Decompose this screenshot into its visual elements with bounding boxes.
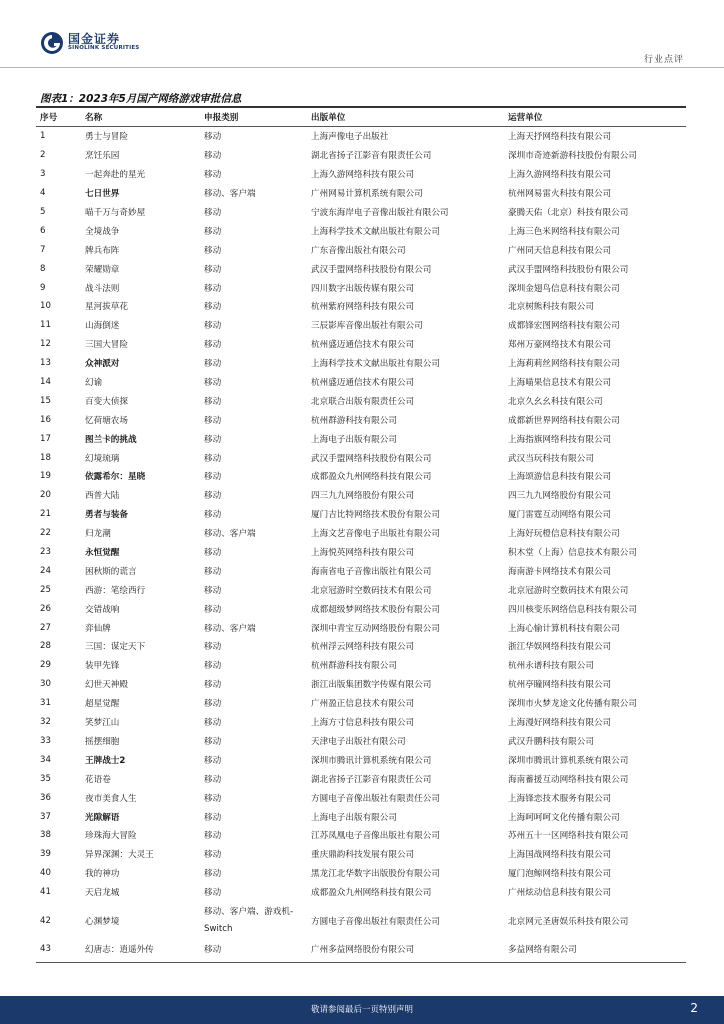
header-divider [0,67,724,68]
table-row [36,505,686,524]
report-type-label: 行业点评 [643,55,684,65]
cell-publisher: 杭州盛迈通信技术有限公司 [311,340,415,351]
cell-publisher: 广州盈正信息技术有限公司 [311,699,415,710]
cell-no: 40 [40,868,51,879]
logo-text-cn: 国金证券 [68,32,121,46]
cell-no: 33 [40,735,51,746]
cell-publisher: 厦门吉比特网络技术股份有限公司 [311,510,440,521]
cell-category: 移动 [204,208,222,218]
table-row [36,373,686,392]
table-row [36,788,686,807]
cell-operator: 上海好玩橙信息科技有限公司 [508,529,620,540]
sinolink-logo-icon [40,31,64,55]
cell-publisher: 上海科学技术文献出版社有限公司 [311,226,440,237]
cell-publisher: 上海电子出版有限公司 [311,434,397,445]
cell-publisher: 海南省电子音像出版社有限公司 [311,566,432,577]
cell-publisher: 深圳中青宝互动网络股份有限公司 [311,623,440,634]
cell-operator: 北京网元圣唐娱乐科技有限公司 [508,916,629,927]
cell-category: 移动、客户端 [204,529,256,540]
figure-caption: 图表1：2023年5月国产网络游戏审批信息 [40,93,242,105]
table-row [36,618,686,637]
cell-no: 38 [40,830,51,841]
table-row [36,297,686,316]
table-row [36,599,686,618]
cell-publisher: 上海文艺音像电子出版社有限公司 [311,529,440,540]
cell-name: 幻世天神殿 [85,680,128,691]
cell-no: 1 [40,131,46,142]
cell-category: 移动 [204,226,222,237]
cell-category: 移动 [204,302,222,313]
table-row [36,165,686,184]
table-row [36,543,686,562]
column-header-operator: 运营单位 [504,108,686,127]
cell-name: 一起奔赴的星光 [85,170,146,181]
cell-name: 光隙解语 [85,812,120,823]
cell-name: 依露希尔：星晓 [85,472,146,483]
cell-publisher: 三辰影库音像出版社有限公司 [311,321,423,332]
cell-name: 天启龙城 [85,888,120,899]
cell-name: 夜市美食人生 [85,793,137,804]
cell-publisher: 江苏凤凰电子音像出版社有限公司 [311,831,440,842]
cell-category: 移动 [204,548,222,559]
cell-publisher: 武汉手盟网络科技股份有限公司 [311,453,432,464]
table-row [36,240,686,259]
cell-no: 34 [40,754,51,765]
cell-operator: 厦门泡鲸网络科技有限公司 [508,869,612,880]
cell-category: 移动 [204,774,222,785]
cell-operator: 上海喵果信息技术有限公司 [508,378,612,389]
cell-no: 19 [40,471,51,482]
cell-no: 20 [40,490,51,501]
cell-category: 移动 [204,661,222,672]
cell-no: 23 [40,547,51,558]
cell-name: 西游：笔绘西行 [85,585,146,596]
cell-no: 8 [40,263,46,274]
cell-name: 三国大冒险 [85,340,128,351]
cell-no: 26 [40,603,51,614]
cell-category: 移动 [204,264,222,275]
cell-operator: 杭州永谱科技有限公司 [508,661,594,672]
cell-operator: 厦门雷霆互动网络有限公司 [508,510,612,521]
cell-name: 星河拔草花 [85,302,128,313]
cell-operator: 苏州五十一区网络科技有限公司 [508,831,629,842]
cell-category: 移动、客户端 [204,623,256,634]
cell-publisher: 重庆鼎韵科技发展有限公司 [311,850,415,861]
table-row [36,278,686,297]
cell-no: 16 [40,414,51,425]
cell-operator: 深圳市腾讯计算机系统有限公司 [508,755,629,766]
cell-operator: 上海指旗网络科技有限公司 [508,434,612,445]
table-row [36,769,686,788]
cell-category: 移动 [204,869,222,880]
cell-category: 移动 [204,718,222,729]
cell-no: 35 [40,773,51,784]
cell-publisher: 杭州群游科技有限公司 [311,415,397,426]
table-row [36,354,686,373]
column-header-no: 序号 [36,108,81,127]
cell-name: 喵千万与奇妙屋 [85,208,146,218]
cell-category: 移动 [204,642,222,653]
cell-name: 烹饪乐园 [85,151,120,162]
cell-category: 移动 [204,321,222,332]
cell-category: 移动 [204,793,222,804]
cell-operator: 深圳金翅鸟信息科技有限公司 [508,283,620,294]
column-header-publisher: 出版单位 [307,108,504,127]
cell-no: 24 [40,565,51,576]
cell-category: 移动 [204,472,222,483]
cell-publisher: 杭州紫府网络科技有限公司 [311,302,415,313]
cell-operator: 上海天抒网络科技有限公司 [508,132,612,143]
cell-name: 图兰卡的挑战 [85,434,137,445]
column-header-name: 名称 [81,108,200,127]
table-body [36,127,686,959]
table-bottom-rule [36,962,686,963]
table-row [36,410,686,429]
cell-no: 18 [40,452,51,463]
table-row [36,826,686,845]
cell-no: 4 [40,188,46,199]
cell-publisher: 湖北省扬子江影音有限责任公司 [311,151,432,162]
cell-no: 6 [40,225,46,236]
cell-operator: 郑州万豪网络技术有限公司 [508,340,612,351]
cell-operator: 上海锋恋技术服务有限公司 [508,793,612,804]
cell-publisher: 杭州群游科技有限公司 [311,661,397,672]
cell-name: 忆荷塘农场 [85,415,128,426]
cell-no: 5 [40,207,46,217]
cell-category: 移动 [204,566,222,577]
cell-name: 超星觉醒 [85,699,120,710]
cell-no: 22 [40,528,51,539]
cell-name: 山海倒迷 [85,321,120,332]
cell-publisher: 宁波东海岸电子音像出版社有限公司 [311,208,449,218]
cell-operator: 豪腾天佑（北京）科技有限公司 [508,208,629,218]
company-logo [40,30,190,54]
cell-operator: 武汉手盟网络科技股份有限公司 [508,264,629,275]
cell-name: 交错战响 [85,604,120,615]
cell-no: 41 [40,887,51,898]
cell-no: 12 [40,339,51,350]
cell-no: 9 [40,282,46,293]
cell-operator: 北京冠游时空数码技术有限公司 [508,585,629,596]
cell-publisher: 上海方寸信息科技有限公司 [311,718,415,729]
cell-name: 王牌战士2 [85,755,126,766]
cell-no: 2 [40,150,46,161]
cell-publisher: 上海悦英网络科技有限公司 [311,548,415,559]
cell-publisher: 四三九九网络股份有限公司 [311,491,415,502]
cell-publisher: 广州多益网络股份有限公司 [311,944,415,955]
cell-name: 三国：谋定天下 [85,642,146,653]
cell-publisher: 天津电子出版社有限公司 [311,736,406,747]
cell-name: 珍珠海大冒险 [85,831,137,842]
cell-category: 移动 [204,245,222,256]
cell-name: 摇摆细胞 [85,736,120,747]
cell-name: 幻谕 [85,378,103,389]
cell-category: 移动 [204,680,222,691]
cell-publisher: 上海电子出版有限公司 [311,812,397,823]
cell-category: 移动 [204,396,222,407]
cell-category: 移动 [204,434,222,445]
cell-publisher: 武汉手盟网络科技股份有限公司 [311,264,432,275]
cell-publisher: 成都盈众九州网络科技有限公司 [311,472,432,483]
cell-name: 弈仙牌 [85,623,111,634]
cell-name: 困秋斯的谎言 [85,566,137,577]
cell-operator: 上海国战网络科技有限公司 [508,850,612,861]
cell-name: 战斗法则 [85,283,120,294]
cell-operator: 上海莉莉丝网络科技有限公司 [508,359,620,370]
table-row [36,580,686,599]
table-row [36,694,686,713]
cell-no: 29 [40,660,51,671]
cell-no: 27 [40,622,51,633]
cell-publisher: 上海声像电子出版社 [311,132,389,143]
cell-no: 14 [40,377,51,388]
cell-name: 永恒觉醒 [85,548,120,559]
cell-operator: 浙江华娱网络科技有限公司 [508,642,612,653]
cell-category: 移动 [204,170,222,181]
cell-no: 37 [40,811,51,822]
table-row [36,940,686,959]
cell-name: 勇者与装备 [85,510,128,521]
cell-no: 28 [40,641,51,652]
table-row [36,845,686,864]
cell-operator: 杭州网易雷火科技有限公司 [508,189,612,200]
cell-name: 荣耀勋章 [85,264,120,275]
cell-publisher: 方圆电子音像出版社有限责任公司 [311,793,440,804]
cell-no: 17 [40,433,51,444]
table-row [36,391,686,410]
cell-operator: 广州同天信息科技有限公司 [508,245,612,256]
cell-operator: 武汉升鹏科技有限公司 [508,736,594,747]
cell-no: 25 [40,584,51,595]
cell-publisher: 黑龙江北华数字出版股份有限公司 [311,869,440,880]
cell-operator: 深圳市火梦龙途文化传播有限公司 [508,699,637,710]
cell-name: 全境战争 [85,226,120,237]
cell-name: 装甲先锋 [85,661,120,672]
cell-operator: 上海心愉计算机科技有限公司 [508,623,620,634]
cell-name: 勇士与冒险 [85,132,128,143]
cell-category: 移动 [204,831,222,842]
cell-no: 7 [40,244,46,255]
cell-category: 移动 [204,151,222,162]
cell-category: 移动 [204,585,222,596]
footer-disclaimer: 敬请参阅最后一页特别声明 [310,1005,413,1015]
cell-name: 百变大侦探 [85,396,128,407]
table-row [36,335,686,354]
cell-publisher: 北京联合出版有限责任公司 [311,396,415,407]
cell-operator: 上海漫好网络科技有限公司 [508,718,612,729]
cell-no: 15 [40,395,51,406]
cell-name: 幻境琉璃 [85,453,120,464]
cell-operator: 武汉当玩科技有限公司 [508,453,594,464]
column-header-category: 申报类别 [200,108,307,127]
table-row [36,448,686,467]
cell-publisher: 杭州浮云网络科技有限公司 [311,642,415,653]
table-row [36,561,686,580]
cell-category: 移动 [204,812,222,823]
cell-publisher: 湖北省扬子江影音有限责任公司 [311,774,432,785]
cell-no: 30 [40,679,51,690]
table-row [36,221,686,240]
cell-operator: 北京久幺幺科技有限公司 [508,396,603,407]
cell-publisher: 深圳市腾讯计算机系统有限公司 [311,755,432,766]
cell-category: 移动 [204,491,222,502]
cell-category: 移动 [204,132,222,143]
cell-operator: 四三九九网络股份有限公司 [508,491,612,502]
cell-operator: 四川核变乐网络信息科技有限公司 [508,604,637,615]
cell-category: 移动 [204,453,222,464]
cell-operator: 上海久游网络科技有限公司 [508,170,612,181]
table-row [36,184,686,203]
cell-publisher: 广州网易计算机系统有限公司 [311,189,423,200]
table-row [36,259,686,278]
cell-operator: 积木堂（上海）信息技术有限公司 [508,548,637,559]
cell-no: 13 [40,358,51,369]
table-row [36,713,686,732]
cell-name: 花语卷 [85,774,111,785]
table-row [36,675,686,694]
cell-name: 异界深渊：大灵王 [85,850,154,861]
cell-operator: 北京树熊科技有限公司 [508,302,594,313]
cell-no: 43 [40,943,51,954]
table-row [36,750,686,769]
table-row [36,807,686,826]
cell-category: 移动 [204,378,222,389]
cell-name: 我的神功 [85,869,120,880]
cell-category: 移动、客户端、游戏机-Switch [204,906,294,934]
table-row [36,732,686,751]
cell-name: 众神派对 [85,359,120,370]
cell-no: 36 [40,792,51,803]
table-row [36,316,686,335]
cell-publisher: 杭州盛迈通信技术有限公司 [311,378,415,389]
table-row [36,656,686,675]
cell-operator: 杭州亭瞳网络科技有限公司 [508,680,612,691]
cell-name: 幻唐志：逍遥外传 [85,944,154,955]
cell-category: 移动 [204,340,222,351]
table-row [36,429,686,448]
table-row [36,864,686,883]
cell-name: 牌兵布阵 [85,245,120,256]
cell-category: 移动 [204,755,222,766]
cell-no: 31 [40,698,51,709]
cell-category: 移动 [204,604,222,615]
table-row [36,467,686,486]
cell-operator: 海南蓄援互动网络科技有限公司 [508,774,629,785]
table-row [36,883,686,902]
cell-no: 3 [40,169,46,180]
cell-no: 39 [40,849,51,860]
cell-no: 11 [40,320,51,331]
cell-operator: 成都锋宏图网络科技有限公司 [508,321,620,332]
page-header [0,0,724,70]
cell-no: 32 [40,717,51,728]
cell-publisher: 北京冠游时空数码技术有限公司 [311,585,432,596]
table-header-row [36,108,686,127]
cell-publisher: 方圆电子音像出版社有限责任公司 [311,916,440,927]
cell-publisher: 广东音像出版社有限公司 [311,245,406,256]
cell-no: 21 [40,509,51,520]
cell-publisher: 四川数字出版传媒有限公司 [311,283,415,294]
cell-operator: 多益网络有限公司 [508,944,577,955]
cell-operator: 海南游卡网络技术有限公司 [508,566,612,577]
cell-name: 归龙潮 [85,529,111,540]
cell-name: 笑梦江山 [85,718,120,729]
cell-operator: 上海三色米网络科技有限公司 [508,226,620,237]
logo-text-en: SINOLINK SECURITIES [68,45,140,51]
cell-publisher: 浙江出版集团数字传媒有限公司 [311,680,432,691]
cell-category: 移动 [204,888,222,899]
table-row [36,127,686,146]
cell-publisher: 成都盈众九州网络科技有限公司 [311,888,432,899]
table-row [36,637,686,656]
cell-name: 心渊梦境 [85,916,120,927]
cell-no: 42 [40,915,51,926]
cell-name: 西普大陆 [85,491,120,502]
cell-category: 移动 [204,699,222,710]
table-row [36,203,686,222]
cell-category: 移动 [204,850,222,861]
table-row [36,524,686,543]
table-row [36,902,686,940]
cell-name: 七日世界 [85,189,120,200]
cell-operator: 深圳市奇迹新游科技股份有限公司 [508,151,637,162]
cell-operator: 上海颂游信息科技有限公司 [508,472,612,483]
cell-category: 移动、客户端 [204,189,256,200]
table-row [36,146,686,165]
cell-category: 移动 [204,415,222,426]
cell-no: 10 [40,301,51,312]
cell-category: 移动 [204,359,222,370]
table-row [36,486,686,505]
page-number: 2 [690,1001,698,1015]
game-approval-table [36,108,686,958]
cell-publisher: 成都超级梦网络技术股份有限公司 [311,604,440,615]
cell-category: 移动 [204,736,222,747]
cell-category: 移动 [204,283,222,294]
cell-publisher: 上海久游网络科技有限公司 [311,170,415,181]
cell-operator: 广州炫动信息科技有限公司 [508,888,612,899]
cell-category: 移动 [204,944,222,955]
cell-category: 移动 [204,510,222,521]
cell-publisher: 上海科学技术文献出版社有限公司 [311,359,440,370]
cell-operator: 成都新世界网络科技有限公司 [508,415,620,426]
cell-operator: 上海呵呵呵文化传播有限公司 [508,812,620,823]
